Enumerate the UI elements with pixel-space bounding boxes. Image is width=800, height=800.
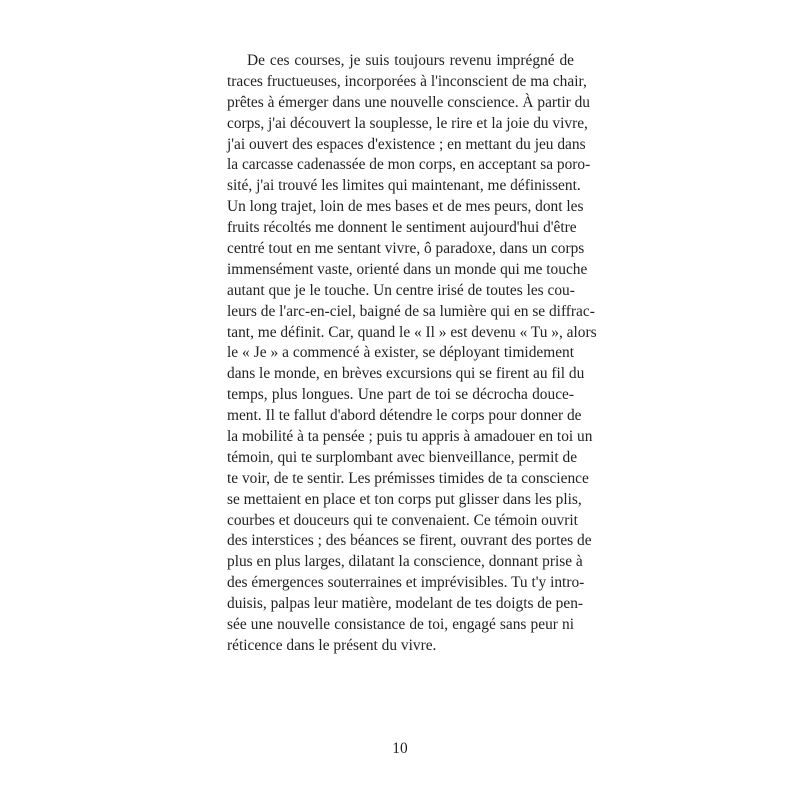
text-line: fruits récoltés me donnent le sentiment aujourd'hui d'être [227, 219, 577, 237]
page-number: 10 [392, 740, 408, 757]
text-line: témoin, qui te surplombant avec bienveillance, permit de [227, 448, 578, 466]
text-line: centré tout en me sentant vivre, ô paradoxe, dans un corps [227, 240, 585, 258]
text-line: te voir, de te sentir. Les prémisses timides de ta conscience [227, 469, 589, 487]
text-line: réticence dans le présent du vivre. [227, 636, 437, 654]
text-line: De ces courses, je suis toujours revenu imprégné de [247, 52, 574, 69]
text-line: tant, me définit. Car, quand le « Il » est devenu « Tu », alors [227, 323, 597, 341]
text-line: des interstices ; des béances se firent, ouvrant des portes de [227, 532, 592, 550]
text-line: autant que je le touche. Un centre irisé de toutes les cou- [227, 281, 575, 299]
text-line: traces fructueuses, incorporées à l'inconscient de ma chair, [227, 72, 587, 90]
text-line: se mettaient en place et ton corps put glisser dans les plis, [227, 490, 582, 508]
text-line: sée une nouvelle consistance de toi, engagé sans peur ni [227, 616, 574, 634]
text-line: dans le monde, en brèves excursions qui se firent au fil du [227, 365, 585, 383]
text-line: temps, plus longues. Une part de toi se décrocha douce- [227, 386, 574, 404]
text-line: la carcasse cadenassée de mon corps, en acceptant sa poro- [227, 156, 591, 174]
text-line: courbes et douceurs qui te convenaient. Ce témoin ouvrit [227, 511, 578, 529]
text-line: prêtes à émerger dans une nouvelle conscience. À partir du [227, 93, 590, 111]
text-line: immensément vaste, orienté dans un monde qui me touche [227, 260, 588, 278]
text-line: leurs de l'arc-en-ciel, baigné de sa lumière qui en se diffrac- [227, 302, 595, 320]
text-line: Un long trajet, loin de mes bases et de mes peurs, dont les [227, 198, 584, 216]
text-line: duisis, palpas leur matière, modelant de tes doigts de pen- [227, 595, 584, 613]
text-line: plus en plus larges, dilatant la conscience, donnant prise à [227, 553, 583, 571]
text-line: corps, j'ai découvert la souplesse, le rire et la joie du vivre, [227, 114, 588, 132]
text-line: le « Je » a commencé à exister, se déployant timidement [227, 344, 574, 362]
text-line: sité, j'ai trouvé les limites qui maintenant, me définissent. [227, 177, 581, 195]
body-paragraph [227, 51, 597, 657]
text-line: j'ai ouvert des espaces d'existence ; en mettant du jeu dans [227, 135, 586, 153]
text-line: la mobilité à ta pensée ; puis tu appris à amadouer en toi un [227, 428, 593, 446]
text-line: ment. Il te fallut d'abord détendre le corps pour donner de [227, 407, 582, 425]
text-line: des émergences souterraines et imprévisibles. Tu t'y intro- [227, 574, 585, 592]
